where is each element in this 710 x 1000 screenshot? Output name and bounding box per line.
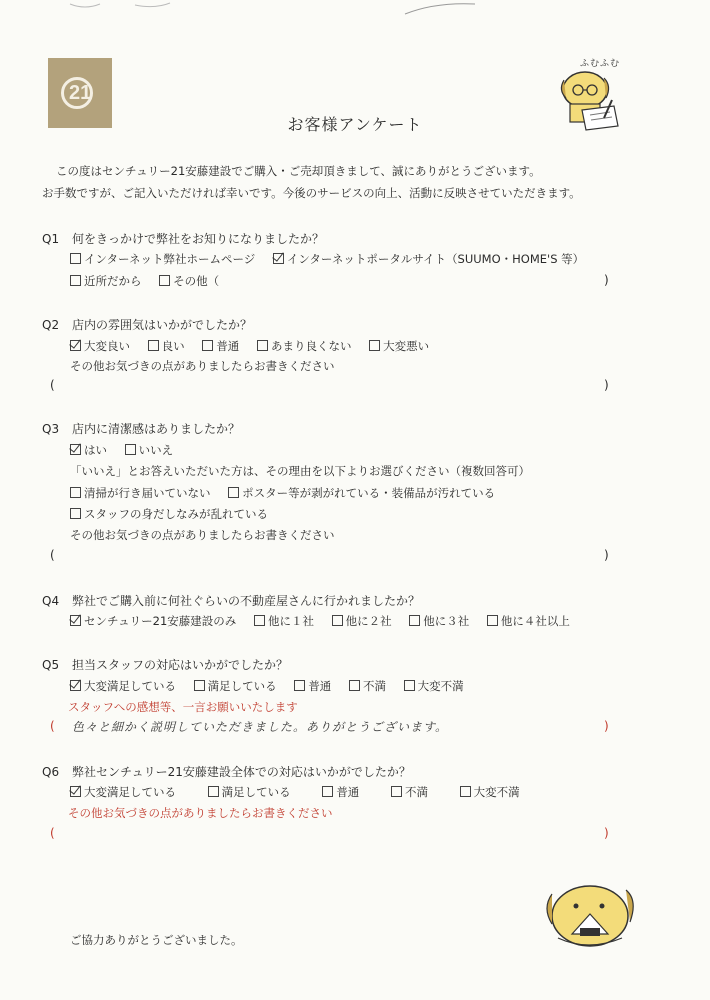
q4-option-only-us[interactable]: センチュリー21安藤建設のみ — [70, 613, 236, 629]
checkbox[interactable] — [369, 340, 380, 351]
q3-other-prompt: その他お気づきの点がありましたらお書きください — [70, 528, 335, 542]
q4-option-4-plus[interactable]: 他に４社以上 — [487, 613, 570, 629]
q6-option-very-satisfied[interactable]: 大変満足している — [70, 784, 176, 800]
q2-option-good[interactable]: 良い — [148, 338, 185, 354]
q3-reasons-row1 — [70, 485, 509, 501]
page-title: お客様アンケート — [287, 115, 423, 134]
q5-option-satisfied[interactable]: 満足している — [194, 678, 277, 694]
intro-line-2: お手数ですが、ご記入いただければ幸いです。今後のサービスの向上、活動に反映させていただきます。 — [42, 186, 581, 200]
q5-number: Q5 — [42, 658, 60, 672]
mascot-speech: ふむふむ — [580, 59, 621, 69]
q5-handwritten-answer[interactable]: 色々と細かく説明していただきました。ありがとうございます。 — [72, 720, 449, 734]
checkbox[interactable] — [228, 487, 239, 498]
q3-reason-staff-appearance[interactable]: スタッフの身だしなみが乱れている — [70, 506, 268, 522]
checkbox-checked[interactable] — [70, 340, 81, 351]
checkbox[interactable] — [332, 615, 343, 626]
checkbox[interactable] — [391, 786, 402, 797]
q5-option-normal[interactable]: 普通 — [294, 678, 331, 694]
checkbox-checked[interactable] — [70, 786, 81, 797]
logo-text: 21 — [69, 82, 92, 104]
q1-option-homepage[interactable]: インターネット弊社ホームページ — [70, 251, 255, 267]
q2-option-very-bad[interactable]: 大変悪い — [369, 338, 429, 354]
q2-number: Q2 — [42, 318, 60, 332]
q5-open-paren: ( — [50, 719, 55, 733]
checkbox-checked[interactable] — [70, 615, 81, 626]
q3-close-paren: ) — [604, 548, 609, 562]
checkbox[interactable] — [202, 340, 213, 351]
q2-heading — [42, 316, 252, 333]
checkbox[interactable] — [404, 680, 415, 691]
q2-open-paren: ( — [50, 378, 55, 392]
q5-staff-prompt: スタッフへの感想等、一言お願いいたします — [68, 700, 298, 714]
checkbox[interactable] — [70, 253, 81, 264]
checkbox-checked[interactable] — [70, 680, 81, 691]
checkbox[interactable] — [409, 615, 420, 626]
q2-close-paren: ) — [604, 378, 609, 392]
q1-option-other[interactable]: その他（ — [159, 273, 219, 289]
q5-text: 担当スタッフの対応はいかがでしたか？ — [72, 658, 289, 672]
checkbox[interactable] — [460, 786, 471, 797]
q3-option-no[interactable]: いいえ — [125, 442, 174, 458]
q3-number: Q3 — [42, 422, 60, 436]
mascot-rice-ball-icon — [538, 876, 638, 952]
q6-option-satisfied[interactable]: 満足している — [208, 784, 291, 800]
q1-option-portal[interactable]: インターネットポータルサイト（SUUMO・HOME'S 等） — [273, 251, 584, 267]
checkbox-checked[interactable] — [273, 253, 284, 264]
q3-reason-cleaning[interactable]: 清掃が行き届いていない — [70, 485, 211, 501]
q6-text: 弊社センチュリー21安藤建設全体での対応はいかがでしたか？ — [72, 765, 411, 779]
q2-option-not-good[interactable]: あまり良くない — [257, 338, 352, 354]
q2-option-normal[interactable]: 普通 — [202, 338, 239, 354]
q1-number: Q1 — [42, 232, 60, 246]
q2-other-prompt: その他お気づきの点がありましたらお書きください — [70, 359, 335, 373]
q5-option-unsatisfied[interactable]: 不満 — [349, 678, 386, 694]
intro-line-1: この度はセンチュリー21安藤建設でご購入・ご売却頂きまして、誠にありがとうございます。 — [56, 164, 541, 178]
q3-options — [70, 442, 187, 458]
checkbox[interactable] — [148, 340, 159, 351]
top-scan-marks — [0, 0, 710, 30]
q3-heading — [42, 420, 240, 437]
checkbox[interactable] — [194, 680, 205, 691]
q5-close-paren: ) — [604, 719, 609, 733]
q6-option-normal[interactable]: 普通 — [322, 784, 359, 800]
checkbox[interactable] — [125, 444, 136, 455]
q3-reason-posters[interactable]: ポスター等が剥がれている・装備品が汚れている — [228, 485, 495, 501]
q4-number: Q4 — [42, 594, 60, 608]
q6-number: Q6 — [42, 765, 60, 779]
q2-text: 店内の雰囲気はいかがでしたか？ — [72, 318, 253, 332]
intro-text — [42, 160, 642, 204]
checkbox[interactable] — [208, 786, 219, 797]
q2-option-very-good[interactable]: 大変良い — [70, 338, 130, 354]
checkbox-checked[interactable] — [70, 444, 81, 455]
checkbox[interactable] — [159, 275, 170, 286]
q6-close-paren: ) — [604, 826, 609, 840]
q6-other-prompt: その他お気づきの点がありましたらお書きください — [68, 806, 333, 820]
q1-text: 何をきっかけで弊社をお知りになりましたか？ — [72, 232, 325, 246]
q5-heading — [42, 656, 288, 673]
checkbox[interactable] — [322, 786, 333, 797]
q4-options — [70, 613, 584, 629]
q6-option-very-unsatisfied[interactable]: 大変不満 — [460, 784, 520, 800]
q1-option-nearby[interactable]: 近所だから — [70, 273, 142, 289]
q3-open-paren: ( — [50, 548, 55, 562]
q6-option-unsatisfied[interactable]: 不満 — [391, 784, 428, 800]
checkbox[interactable] — [70, 275, 81, 286]
q5-option-very-satisfied[interactable]: 大変満足している — [70, 678, 176, 694]
q3-reasons-row2 — [70, 506, 282, 522]
q4-option-3-others[interactable]: 他に３社 — [409, 613, 469, 629]
q1-heading — [42, 230, 324, 247]
checkbox[interactable] — [70, 487, 81, 498]
q4-option-2-others[interactable]: 他に２社 — [332, 613, 392, 629]
q3-option-yes[interactable]: はい — [70, 442, 107, 458]
q6-open-paren: ( — [50, 826, 55, 840]
q4-text: 弊社でご購入前に何社ぐらいの不動産屋さんに行かれましたか？ — [72, 594, 421, 608]
checkbox[interactable] — [349, 680, 360, 691]
checkbox[interactable] — [254, 615, 265, 626]
q3-note: 「いいえ」とお答えいただいた方は、その理由を以下よりお選びください（複数回答可） — [70, 464, 530, 478]
checkbox[interactable] — [294, 680, 305, 691]
checkbox[interactable] — [257, 340, 268, 351]
q5-options — [70, 678, 478, 694]
checkbox[interactable] — [70, 508, 81, 519]
q1-options-row1 — [70, 251, 598, 267]
q1-close-paren: ) — [604, 273, 609, 287]
q5-option-very-unsatisfied[interactable]: 大変不満 — [404, 678, 464, 694]
q3-text: 店内に清潔感はありましたか？ — [72, 422, 241, 436]
q1-options-row2 — [70, 273, 233, 289]
checkbox[interactable] — [487, 615, 498, 626]
closing-thanks: ご協力ありがとうございました。 — [70, 933, 243, 947]
q2-options — [70, 338, 443, 354]
q6-options — [70, 784, 534, 800]
q6-heading — [42, 763, 411, 780]
q4-heading — [42, 592, 420, 609]
q4-option-1-other[interactable]: 他に１社 — [254, 613, 314, 629]
